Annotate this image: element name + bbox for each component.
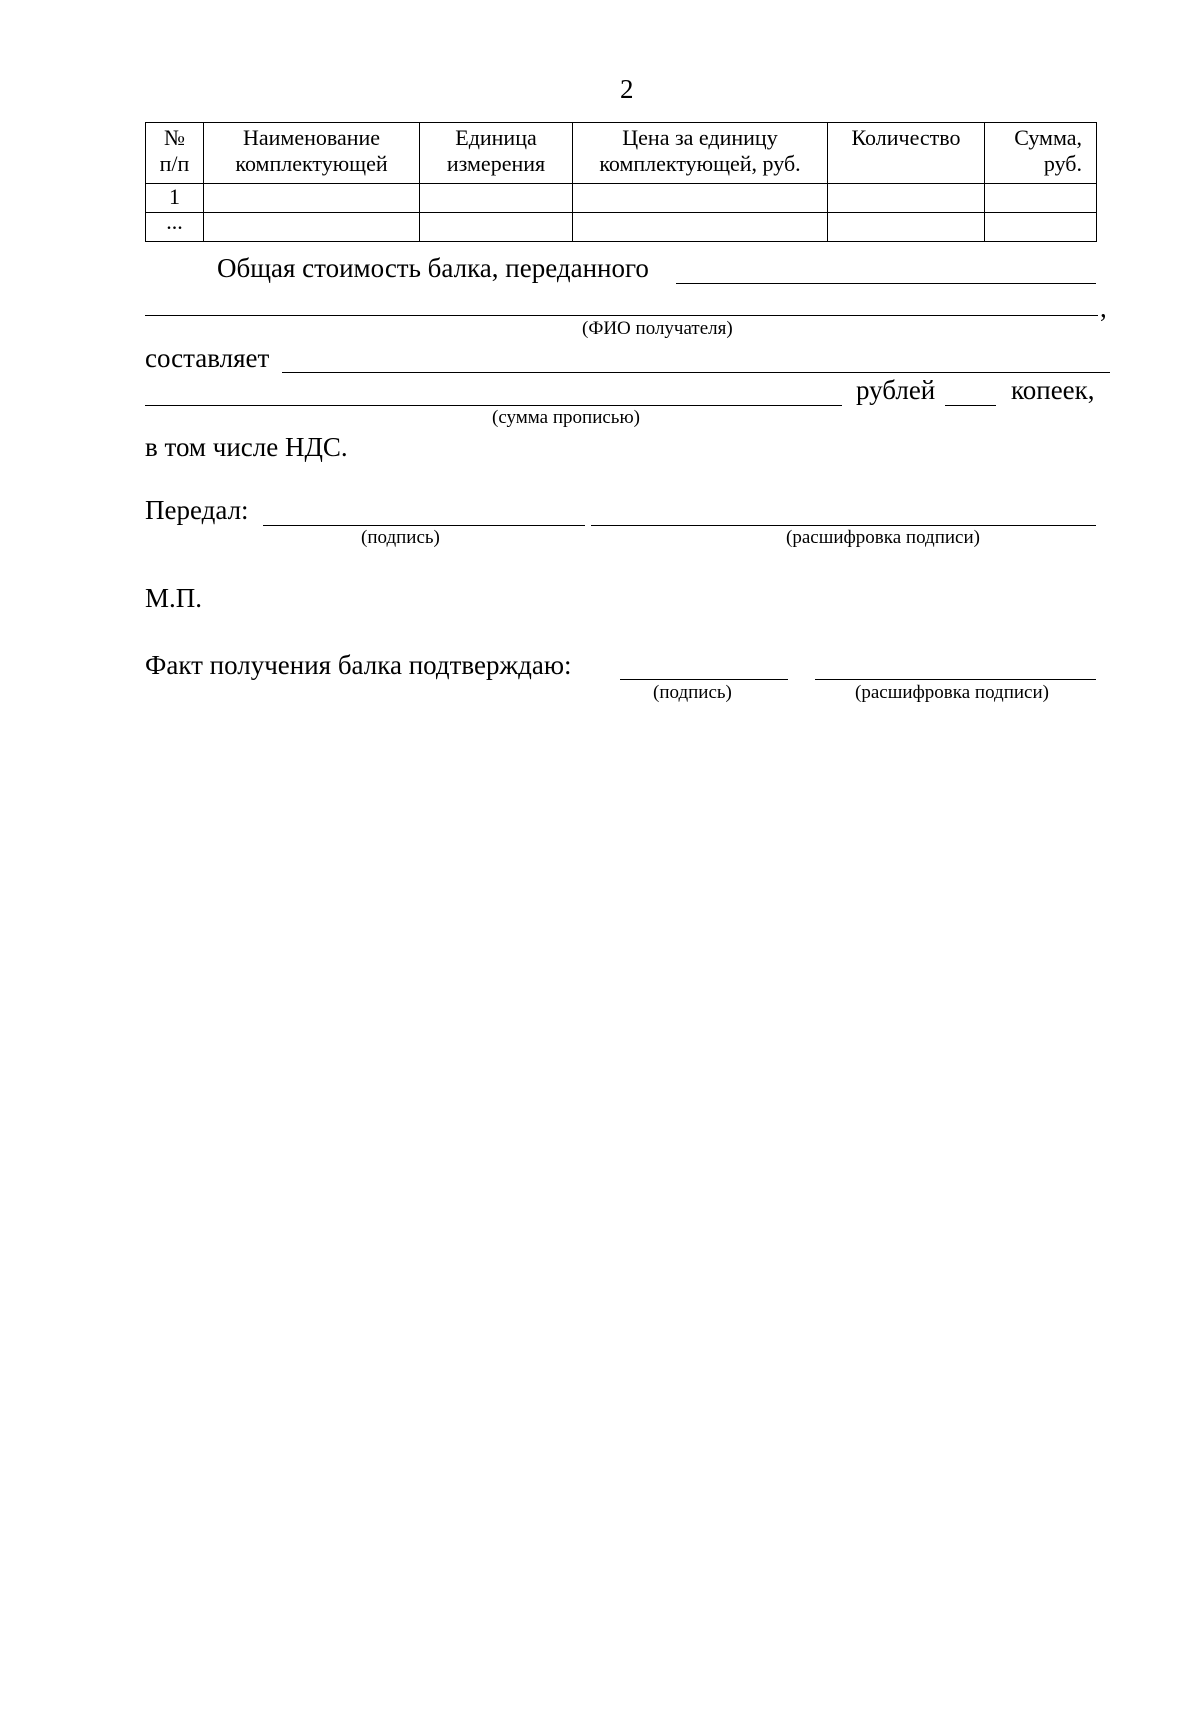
receipt-decoding-line [815, 679, 1096, 680]
amount-in-words-caption: (сумма прописью) [492, 407, 640, 428]
receipt-confirm-text: Факт получения балка подтверждаю: [145, 650, 572, 680]
recipient-caption: (ФИО получателя) [582, 318, 733, 339]
cell-unit [420, 184, 573, 213]
cell-component-name [204, 213, 420, 242]
comma: , [1100, 293, 1107, 323]
transferred-signature-line [263, 525, 585, 526]
transferred-decoding-caption: (расшифровка подписи) [786, 527, 980, 548]
transferred-label: Передал: [145, 495, 249, 525]
header-quantity: Количество [828, 123, 985, 184]
header-component-name: Наименование комплектующей [204, 123, 420, 184]
kopecks-line [945, 405, 996, 406]
table-row [146, 213, 1097, 242]
receipt-signature-caption: (подпись) [653, 682, 732, 703]
amount-in-words-line [145, 405, 842, 406]
components-table [145, 122, 1097, 242]
recipient-name-line [145, 315, 1098, 316]
receipt-decoding-caption: (расшифровка подписи) [855, 682, 1049, 703]
kopecks-label: копеек, [1011, 375, 1095, 405]
cell-unit-price [573, 184, 828, 213]
transferred-signature-caption: (подпись) [361, 527, 440, 548]
cell-unit-price [573, 213, 828, 242]
header-unit: Единица измерения [420, 123, 573, 184]
cell-sum [985, 184, 1097, 213]
transferred-decoding-line [591, 525, 1096, 526]
amounts-to-label: составляет [145, 343, 270, 373]
cell-number: 1 [146, 184, 204, 213]
transferred-to-line [676, 283, 1096, 284]
receipt-signature-line [620, 679, 788, 680]
cell-sum [985, 213, 1097, 242]
cell-quantity [828, 184, 985, 213]
table-header-row [146, 123, 1097, 184]
cell-component-name [204, 184, 420, 213]
total-cost-text: Общая стоимость балка, переданного [217, 253, 649, 283]
table-row [146, 184, 1097, 213]
amount-line [282, 372, 1110, 373]
vat-text: в том числе НДС. [145, 432, 348, 462]
cell-quantity [828, 213, 985, 242]
cell-number: ... [146, 213, 204, 242]
header-unit-price: Цена за единицу комплектующей, руб. [573, 123, 828, 184]
page-number: 2 [620, 74, 634, 104]
cell-unit [420, 213, 573, 242]
header-sum: Сумма, руб. [985, 123, 1097, 184]
header-number: № п/п [146, 123, 204, 184]
stamp-label: М.П. [145, 583, 203, 613]
rubles-label: рублей [856, 375, 936, 405]
